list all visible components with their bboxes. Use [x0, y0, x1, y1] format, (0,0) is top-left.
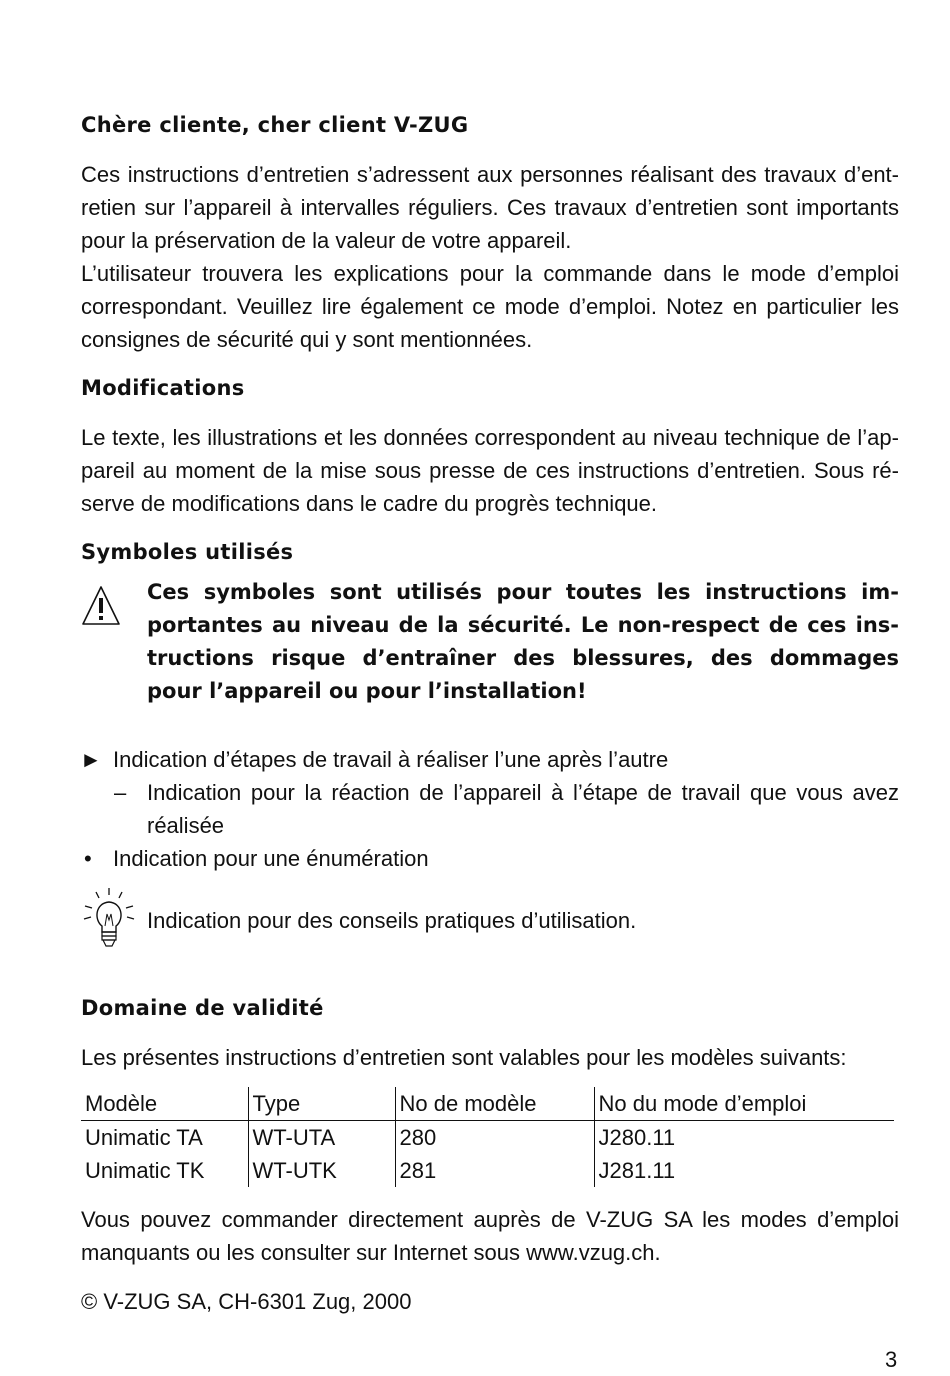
table-row [81, 1121, 894, 1155]
order-paragraph: Vous pouvez commander directement auprès de V-ZUG SA les modes d’emploi manquants ou les consulter sur Internet sous www.vzug.ch. [81, 1207, 899, 1265]
table-cell: 281 [395, 1154, 594, 1187]
greeting-paragraph-1: Ces instructions d’entretien s’adressent aux personnes réalisant des travaux d’entretien sur l’appareil à intervalles réguliers. Ces travaux d’entretien sont importants pour la préservation de la valeur de votre appareil. [81, 162, 899, 253]
models-table [81, 1087, 894, 1187]
greeting-paragraph-2: L’utilisateur trouvera les explications pour la commande dans le mode d’emploi correspondant. Veuillez lire également ce mode d’emploi. Notez en particulier les consignes de sécurité qui y sont mentionnées. [81, 261, 899, 352]
table-cell: 280 [395, 1121, 594, 1155]
table-row [81, 1154, 894, 1187]
table-cell: Unimatic TA [85, 1124, 203, 1150]
table-header-cell: Modèle [81, 1087, 248, 1121]
tip-indication-text: Indication pour des conseils pratiques d’utilisation. [147, 908, 637, 933]
symbols-heading: Symboles utilisés [81, 540, 294, 564]
greeting-heading: Chère cliente, cher client V-ZUG [81, 113, 469, 137]
warning-triangle-icon [80, 584, 122, 628]
lightbulb-icon [80, 886, 138, 950]
modifications-paragraph: Le texte, les illustrations et les données correspondent au niveau technique de l’appareil au moment de la mise sous presse de ces instructions d’entretien. Sous réserve de modifications dans le cadre du progrès technique. [81, 425, 899, 516]
table-cell: Unimatic TK [85, 1157, 205, 1183]
table-cell: WT-UTK [248, 1154, 395, 1187]
enumeration-marker: • [84, 846, 92, 871]
step-marker: ► [80, 747, 102, 772]
step-indication-text: Indication d’étapes de travail à réaliser l’une après l’autre [113, 747, 669, 772]
table-cell: J280.11 [594, 1121, 894, 1155]
table-header-row [81, 1087, 894, 1121]
enumeration-indication-text: Indication pour une énumération [113, 846, 429, 871]
table-header-cell: Type [248, 1087, 395, 1121]
reaction-indication-text: Indication pour la réaction de l’appareil à l’étape de travail que vous avez réalisée [147, 780, 899, 838]
validity-intro: Les présentes instructions d’entretien sont valables pour les modèles suivants: [81, 1045, 847, 1070]
copyright-text: © V-ZUG SA, CH-6301 Zug, 2000 [81, 1289, 412, 1314]
warning-paragraph: Ces symboles sont utilisés pour toutes les instructions importantes au niveau de la sécurité. Le non-respect de ces instructions risque d’entraîner des blessures, des dommages pour l’appareil ou pour l’installation! [147, 580, 899, 703]
table-cell: WT-UTA [248, 1121, 395, 1155]
reaction-marker: – [114, 780, 127, 805]
table-header-cell: No du mode d’emploi [594, 1087, 894, 1121]
page-number: 3 [885, 1347, 898, 1372]
validity-heading: Domaine de validité [81, 996, 324, 1020]
table-header-cell: No de modèle [395, 1087, 594, 1121]
modifications-heading: Modifications [81, 376, 245, 400]
table-cell: J281.11 [594, 1154, 894, 1187]
